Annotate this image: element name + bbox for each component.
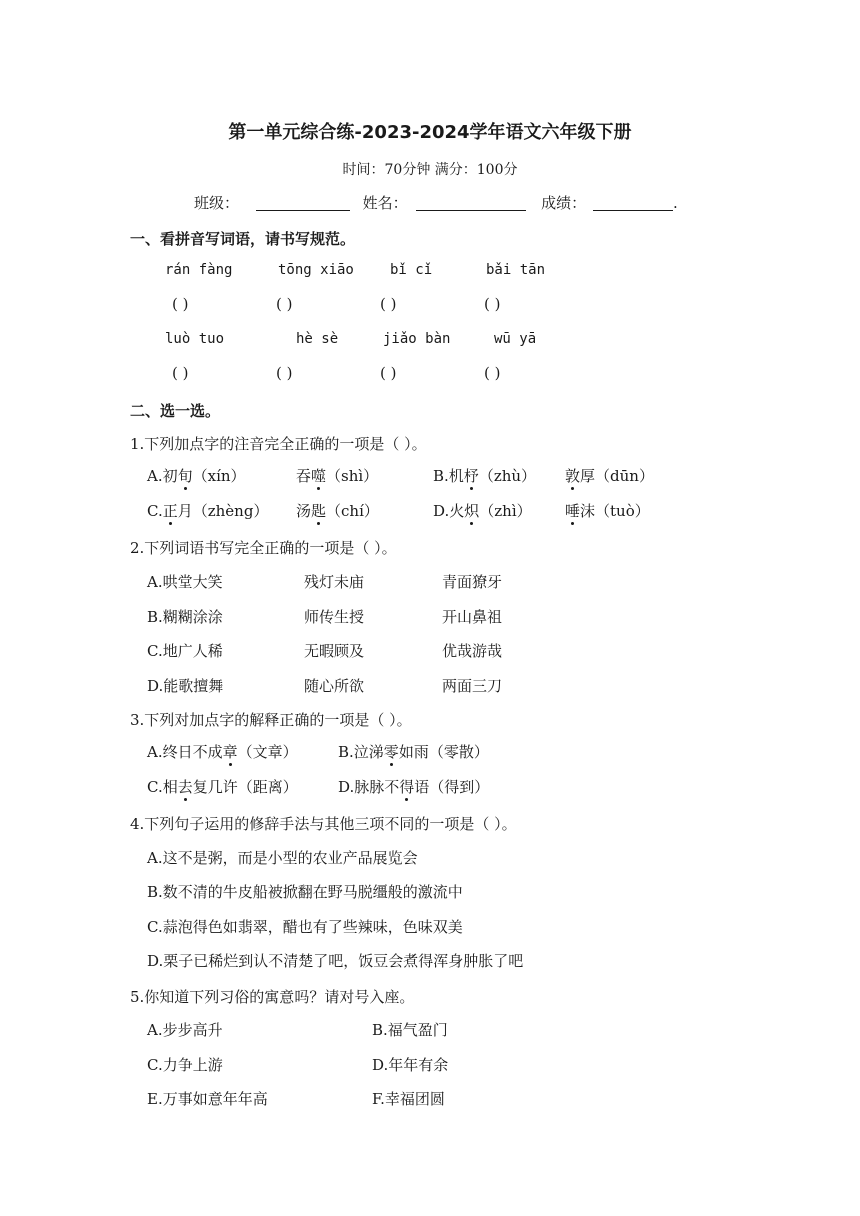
q3-option-b[interactable] [338,741,489,762]
pinyin-5: luò tuo [165,331,225,347]
q1-a1-text: A.初 [147,467,178,485]
exam-meta: 时间：70分钟 满分：100分 [342,162,518,178]
q2-option-c-word2: 无暇顾及 [304,642,365,660]
q5-option-b[interactable]: B.福气盈门 [372,1021,448,1039]
pinyin-3: bǐ cǐ [390,262,433,278]
section1-heading: 一、看拼音写词语，请书写规范。 [130,230,356,248]
q1-option-c2 [296,500,379,521]
q3-c-text: C.相 [147,778,178,796]
q5-option-e[interactable]: E.万事如意年年高 [147,1090,268,1108]
dotted-char: 得 [399,778,415,796]
dotted-char: 零 [383,743,399,761]
q1-c1-pinyin: 月（zhèng） [177,502,269,520]
q1-a1-pinyin: （xín） [192,467,246,485]
q3-a-text: A.终日不成 [147,743,223,761]
q3-c-gloss: 复几许（距离） [192,778,298,796]
q2-option-a[interactable]: A.哄堂大笑 [147,573,223,591]
pinyin-2: tōng xiāo [278,262,354,278]
q1-option-b1[interactable] [433,465,536,486]
dotted-char: 旬 [177,467,193,485]
q2-option-c[interactable]: C.地广人稀 [147,642,223,660]
class-label: 班级： [194,194,240,212]
q4-option-d[interactable]: D.栗子已稀烂到认不清楚了吧，饭豆会煮得浑身肿胀了吧 [147,952,524,970]
q2-option-c-word3: 优哉游哉 [442,642,503,660]
dotted-char: 杼 [463,467,479,485]
q1-option-d1[interactable] [433,500,532,521]
q1-option-d2 [565,500,650,521]
dotted-char: 正 [162,502,178,520]
score-blank[interactable] [593,194,673,211]
answer-box-6[interactable]: ( ) [276,364,293,382]
q1-c2-text: 汤 [296,502,312,520]
dotted-char: 去 [177,778,193,796]
q1-option-b2 [565,465,654,486]
dotted-char: 章 [222,743,238,761]
pinyin-4: bǎi tān [486,262,546,278]
q3-d-text: D.脉脉不 [338,778,400,796]
q1-c1-text: C. [147,502,163,520]
q3-option-a[interactable] [147,741,298,762]
q4-option-b[interactable]: B.数不清的牛皮船被掀翻在野马脱缰般的激流中 [147,883,463,901]
q3-option-d[interactable] [338,776,489,797]
q3-d-gloss: 语（得到） [414,778,490,796]
q2-stem: 2.下列词语书写完全正确的一项是（ ）。 [130,539,397,557]
q1-option-a1[interactable] [147,465,246,486]
dotted-char: 噬 [311,467,327,485]
answer-box-2[interactable]: ( ) [276,295,293,313]
name-blank[interactable] [416,194,526,211]
q5-option-a[interactable]: A.步步高升 [147,1021,223,1039]
answer-box-4[interactable]: ( ) [484,295,501,313]
q3-b-text: B.泣涕 [338,743,384,761]
q1-d1-text: D.火 [433,502,465,520]
q4-option-c[interactable]: C.蒜泡得色如翡翠，醋也有了些辣味，色味双美 [147,918,463,936]
q2-option-a-word3: 青面獠牙 [442,573,503,591]
q4-stem: 4.下列句子运用的修辞手法与其他三项不同的一项是（ ）。 [130,815,517,833]
page-title: 第一单元综合练-2023-2024学年语文六年级下册 [228,122,632,143]
end-mark: . [672,194,678,212]
answer-box-8[interactable]: ( ) [484,364,501,382]
dotted-char: 敦 [565,467,581,485]
pinyin-1: rán fàng [165,262,233,278]
q1-a2-text: 吞 [296,467,312,485]
pinyin-8: wū yā [494,331,537,347]
dotted-char: 匙 [311,502,327,520]
q1-d1-pinyin: （zhì） [479,502,532,520]
answer-box-3[interactable]: ( ) [380,295,397,313]
answer-box-7[interactable]: ( ) [380,364,397,382]
student-info-row [194,192,678,213]
q3-a-gloss: （文章） [237,743,298,761]
q5-stem: 5.你知道下列习俗的寓意吗？请对号入座。 [130,988,415,1006]
pinyin-6: hè sè [296,331,339,347]
q1-d2-pinyin: 沫（tuò） [580,502,650,520]
q5-option-f[interactable]: F.幸福团圆 [372,1090,445,1108]
q3-option-c[interactable] [147,776,298,797]
q1-option-c1[interactable] [147,500,268,521]
pinyin-7: jiǎo bàn [383,331,451,347]
name-label: 姓名： [362,194,408,212]
q2-option-b-word3: 开山鼻祖 [442,608,503,626]
q2-option-b-word2: 师传生授 [304,608,365,626]
score-label: 成绩： [541,194,587,212]
q2-option-d[interactable]: D.能歌擅舞 [147,677,224,695]
q4-option-a[interactable]: A.这不是粥，而是小型的农业产品展览会 [147,849,418,867]
q1-b1-pinyin: （zhù） [478,467,537,485]
q1-b1-text: B.机 [433,467,464,485]
q5-option-c[interactable]: C.力争上游 [147,1056,223,1074]
q3-stem: 3.下列对加点字的解释正确的一项是（ ）。 [130,711,412,729]
q1-b2-pinyin: 厚（dūn） [580,467,654,485]
q5-option-d[interactable]: D.年年有余 [372,1056,449,1074]
dotted-char: 炽 [464,502,480,520]
q3-b-gloss: 如雨（零散） [398,743,489,761]
q2-option-b[interactable]: B.糊糊涂涂 [147,608,223,626]
q1-option-a2 [296,465,378,486]
q2-option-d-word2: 随心所欲 [304,677,365,695]
class-blank[interactable] [256,194,350,211]
q1-stem: 1.下列加点字的注音完全正确的一项是（ ）。 [130,435,427,453]
answer-box-1[interactable]: ( ) [172,295,189,313]
q1-c2-pinyin: （chí） [326,502,379,520]
q2-option-a-word2: 残灯未庙 [304,573,365,591]
q2-option-d-word3: 两面三刀 [442,677,503,695]
answer-box-5[interactable]: ( ) [172,364,189,382]
section2-heading: 二、选一选。 [130,402,221,420]
q1-a2-pinyin: （shì） [326,467,379,485]
dotted-char: 唾 [565,502,581,520]
